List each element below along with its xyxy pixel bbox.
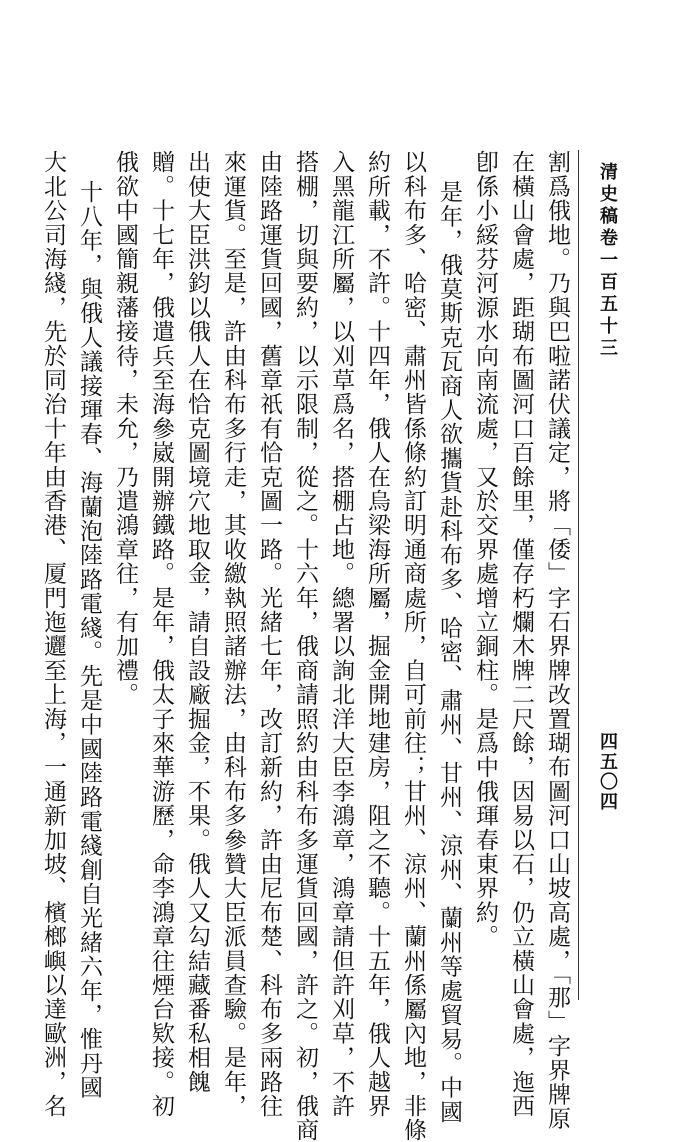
header-rule: [578, 150, 579, 1000]
text-column: 出使大臣洪鈞以俄人在恰克圖境穴地取金，請自設廠掘金，不果。俄人又勾結藏番私相餽: [184, 150, 210, 1094]
text-column: 是年，俄莫斯克瓦商人欲攜貨赴科布多、哈密、肅州、甘州、涼州、蘭州等處貿易。中國: [436, 180, 462, 1124]
text-column: 俄欲中國簡親藩接待，未允，乃遣鴻章往，有加禮。: [112, 150, 138, 707]
text-column: 割爲俄地。乃與巴啦諾伏議定，將「倭」字石界牌改置瑚布圖河口山坡高處，「那」字界牌原: [544, 150, 570, 1131]
text-column: 十八年，與俄人議接琿春、海蘭泡陸路電綫。先是中國陸路電綫創自光緒六年，惟丹國: [76, 180, 102, 1100]
text-column: 入黑龍江所屬，以刈草爲名，搭棚占地。總署以詢北洋大臣李鴻章，鴻章請但許刈草，不許: [328, 150, 354, 1118]
text-column: 贈。十七年，俄遣兵至海參崴開辦鐵路。是年，俄太子來華游歷，命李鴻章往煙台欵接。初: [148, 150, 174, 1118]
text-column: 大北公司海綫，先於同治十年由香港、厦門迤邐至上海，一通新加坡、檳榔嶼以達歐洲，名: [40, 150, 66, 1118]
text-column: 搭棚，切與要約，以示限制，從之。十六年，俄商請照約由科布多運貨回國，許之。初，俄商: [292, 150, 318, 1142]
text-column: 在橫山會處，距瑚布圖河口百餘里，僅存朽爛木牌二尺餘，因易以石，仍立橫山會處，迤西: [508, 150, 534, 1118]
text-column: 來運貨。至是，許由科布多行走，其收繳執照諸辦法，由科布多參贊大臣派員查驗。是年，: [220, 150, 246, 1118]
text-column: 卽係小綏芬河源水向南流處，又於交界處增立銅柱。是爲中俄琿春東界約。: [472, 150, 498, 949]
running-title: 清史稿卷一百五十三: [597, 162, 618, 360]
text-column: 由陸路運貨回國，舊章祇有恰克圖一路。光緒七年，改訂新約，許由尼布楚、科布多兩路往: [256, 150, 282, 1118]
text-column: 約所載，不許。十四年，俄人在烏梁海所屬，掘金開地建房，阻之不聽。十五年，俄人越界: [364, 150, 390, 1118]
text-column: 以科布多、哈密、肅州皆係條約訂明通商處所，自可前往；甘州、涼州、蘭州係屬內地，非條: [400, 150, 426, 1142]
page-number: 四五〇四: [597, 732, 618, 812]
